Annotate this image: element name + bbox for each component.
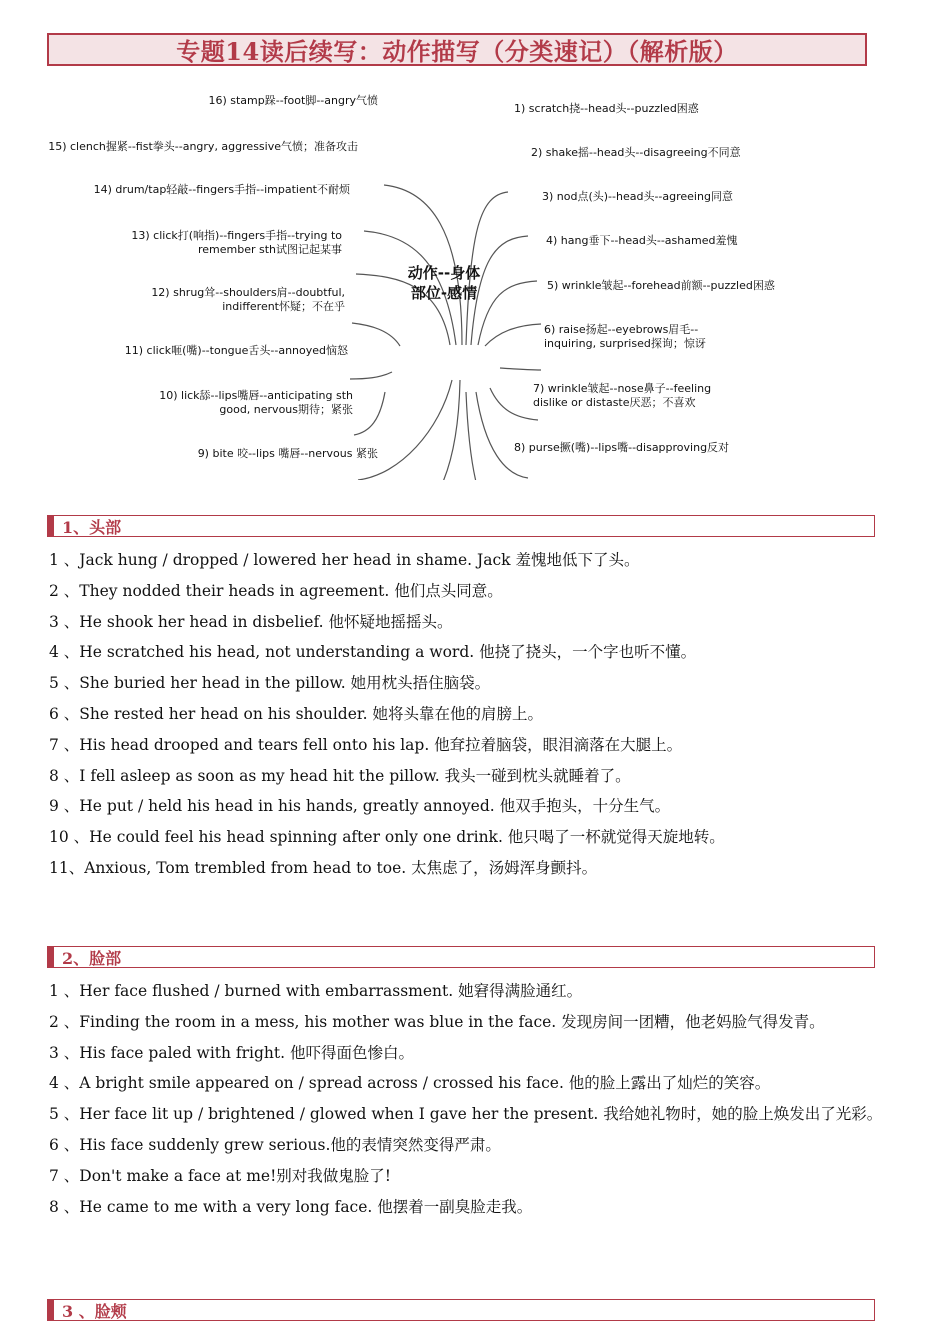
section-title: 3 、脸颊 [62,1301,127,1321]
sentence-item: 10 、He could feel his head spinning after only one drink. 他只喝了一杯就觉得天旋地转。 [49,828,725,847]
sentence-item: 5 、Her face lit up / brightened / glowed when I gave her the present. 我给她礼物时，她的脸上焕发出了光彩。 [49,1105,883,1124]
sentence-item: 7 、His head drooped and tears fell onto his lap. 他耷拉着脑袋，眼泪滴落在大腿上。 [49,735,683,754]
mindmap-branch-10 [358,380,452,480]
sentence-item: 8 、He came to me with a very long face. 他摆着一副臭脸走我。 [49,1197,533,1216]
sentence-item: 11、Anxious, Tom trembled from head to toe. 太焦虑了，汤姆浑身颤抖。 [49,858,598,877]
sentence-item: 4 、A bright smile appeared on / spread across / crossed his face. 他的脸上露出了灿烂的笑容。 [49,1074,771,1093]
sentence-item: 3 、His face paled with fright. 他吓得面色惨白。 [49,1043,414,1062]
mindmap-item: 9) bite 咬--lips 嘴唇--nervous 紧张 [197,447,378,460]
mindmap-item: remember sth试图记起某事 [197,243,342,256]
mindmap-item: 1) scratch挠--head头--puzzled困惑 [514,102,699,115]
mindmap-item: 14) drum/tap轻敲--fingers手指--impatient不耐烦 [93,183,350,196]
section-title: 2、脸部 [62,948,122,968]
sentence-item: 4 、He scratched his head, not understanding a word. 他挠了挠头，一个字也听不懂。 [49,643,697,662]
mindmap-branch-11 [354,392,385,435]
mindmap-item: 12) shrug耸--shoulders肩--doubtful, [151,286,345,299]
mindmap-item: 2) shake摇--head头--disagreeing不同意 [531,146,741,159]
mindmap-center-line-1: 动作--身体 [407,264,481,282]
mindmap-branch-12 [350,372,392,379]
sentence-item: 8 、I fell asleep as soon as my head hit the pillow. 我头一碰到枕头就睡着了。 [49,766,631,785]
mindmap-item: 4) hang垂下--head头--ashamed羞愧 [546,234,738,247]
sentence-item: 3 、He shook her head in disbelief. 他怀疑地摇摇头。 [49,612,453,631]
section-header-face [47,946,875,968]
sentence-item: 2 、They nodded their heads in agreement. 他们点头同意。 [49,581,503,600]
mindmap-branch-5 [500,368,541,370]
page-title-banner [47,33,867,66]
sentence-item: 9 、He put / held his head in his hands, greatly annoyed. 他双手抱头，十分生气。 [49,797,671,816]
mind-map [0,80,950,480]
section-title: 1、头部 [62,517,122,537]
sentence-item: 6 、His face suddenly grew serious.他的表情突然变得严肃。 [49,1135,501,1154]
mindmap-item: 6) raise扬起--eyebrows眉毛-- [544,323,699,336]
mindmap-item: 11) click咂(嘴)--tongue舌头--annoyed恼怒 [124,344,348,357]
mindmap-left-items [48,93,378,460]
sentence-list-head [49,545,725,884]
mindmap-item: dislike or distaste厌恶；不喜欢 [533,396,696,409]
sentence-item: 6 、She rested her head on his shoulder. 她将头靠在他的肩膀上。 [49,704,543,723]
sentence-item: 2 、Finding the room in a mess, his mother was blue in the face. 发现房间一团糟，他老妈脸气得发青。 [49,1012,825,1031]
mindmap-item: 10) lick舔--lips嘴唇--anticipating sth [159,389,353,402]
mindmap-center-line-2: 部位-感情 [410,284,478,302]
sentence-item: 7 、Don't make a face at me!别对我做鬼脸了! [49,1166,392,1185]
mindmap-item: 8) purse撅(嘴)--lips嘴--disapproving反对 [514,441,730,454]
mindmap-branch-3 [478,281,537,345]
mindmap-branch-7 [476,392,528,478]
mindmap-item: inquiring, surprised探询；惊讶 [544,337,706,350]
mindmap-item: indifferent怀疑；不在乎 [222,300,345,313]
mindmap-item: 3) nod点(头)--head头--agreeing同意 [542,190,733,203]
mindmap-item: 5) wrinkle皱起--forehead前额--puzzled困惑 [547,279,775,292]
page-title: 专题14读后续写：动作描写（分类速记）（解析版） [176,37,738,66]
sentence-list-face [49,976,882,1222]
sentence-item: 1 、Her face flushed / burned with embarrassment. 她窘得满脸通红。 [49,982,583,1000]
mindmap-branch-2 [471,236,528,345]
section-header-cheek [47,1299,875,1321]
mindmap-item: 15) clench握紧--fist拳头--angry, aggressive气愤；准备攻击 [48,140,358,153]
mindmap-right-items [514,101,775,454]
mindmap-item: 16) stamp跺--foot脚--angry气愤 [208,94,378,107]
mindmap-branch-6 [490,388,538,420]
sentence-item: 5 、She buried her head in the pillow. 她用枕头捂住脑袋。 [49,674,491,693]
section-header-head [47,515,875,537]
mindmap-item: good, nervous期待；紧张 [219,403,353,416]
mindmap-item: 7) wrinkle皱起--nose鼻子--feeling [533,382,712,395]
mindmap-item: 13) click打(响指)--fingers手指--trying to [131,229,342,242]
mindmap-branch-4 [485,324,541,346]
mindmap-branch-13 [352,323,400,346]
sentence-item: 1 、Jack hung / dropped / lowered her head in shame. Jack 羞愧地低下了头。 [49,551,640,569]
